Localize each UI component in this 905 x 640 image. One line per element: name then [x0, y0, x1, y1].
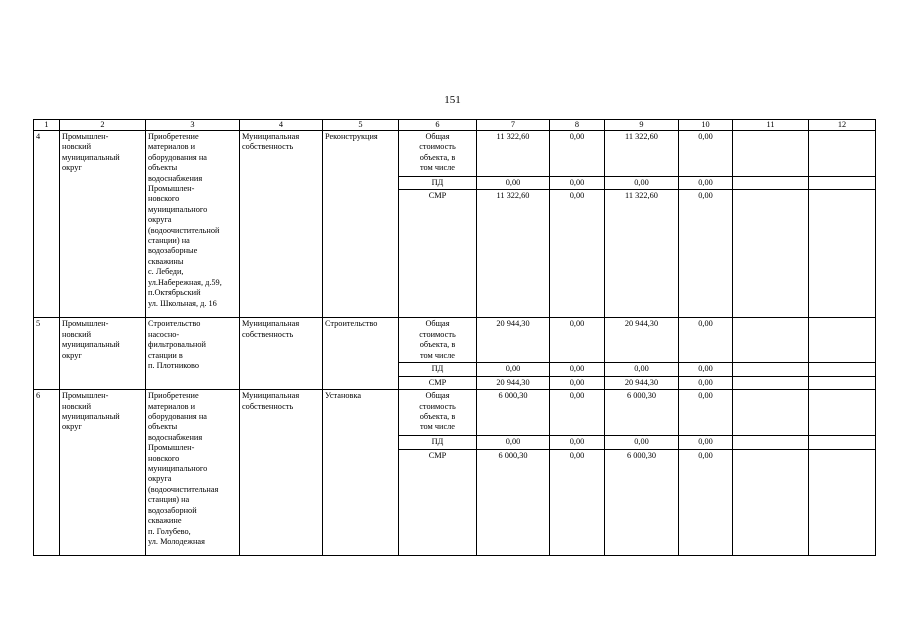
investment-table — [33, 119, 876, 556]
cost-label-cell: ПД — [399, 177, 477, 190]
row-number: 6 — [34, 390, 60, 555]
value-cell: 0,00 — [679, 363, 733, 376]
value-cell: 0,00 — [477, 436, 550, 449]
value-cell: 0,00 — [679, 376, 733, 389]
district-cell: Промышлен- новский муниципальный округ — [60, 318, 146, 390]
value-cell — [733, 376, 809, 389]
value-cell: 20 944,30 — [477, 318, 550, 363]
value-cell: 0,00 — [679, 449, 733, 555]
value-cell: 0,00 — [679, 177, 733, 190]
table-row — [34, 318, 876, 363]
value-cell: 0,00 — [605, 363, 679, 376]
column-header: 3 — [146, 120, 240, 131]
row-number: 5 — [34, 318, 60, 390]
table-row — [34, 390, 876, 436]
column-header: 4 — [240, 120, 323, 131]
ownership-cell: Муниципальная собственность — [240, 318, 323, 390]
value-cell: 0,00 — [477, 177, 550, 190]
value-cell: 6 000,30 — [605, 390, 679, 436]
cost-label-cell: Общая стоимость объекта, в том числе — [399, 318, 477, 363]
column-header: 12 — [809, 120, 876, 131]
work-type-cell: Установка — [323, 390, 399, 555]
value-cell — [733, 177, 809, 190]
cost-label-cell: СМР — [399, 449, 477, 555]
column-header: 9 — [605, 120, 679, 131]
cost-label-cell: СМР — [399, 376, 477, 389]
value-cell — [809, 376, 876, 389]
cost-label-cell: Общая стоимость объекта, в том числе — [399, 131, 477, 177]
column-header: 11 — [733, 120, 809, 131]
value-cell — [809, 449, 876, 555]
column-header: 2 — [60, 120, 146, 131]
value-cell: 0,00 — [550, 363, 605, 376]
work-type-cell: Строительство — [323, 318, 399, 390]
column-header: 6 — [399, 120, 477, 131]
value-cell: 0,00 — [679, 318, 733, 363]
value-cell: 0,00 — [477, 363, 550, 376]
row-number: 4 — [34, 131, 60, 318]
value-cell: 20 944,30 — [605, 318, 679, 363]
description-cell: Строительство насосно- фильтровальной станции в п. Плотниково — [146, 318, 240, 390]
column-header: 10 — [679, 120, 733, 131]
value-cell — [809, 436, 876, 449]
value-cell: 0,00 — [550, 318, 605, 363]
district-cell: Промышлен- новский муниципальный округ — [60, 390, 146, 555]
value-cell: 0,00 — [550, 131, 605, 177]
value-cell — [733, 190, 809, 318]
cost-label-cell: СМР — [399, 190, 477, 318]
value-cell — [809, 190, 876, 318]
column-header: 7 — [477, 120, 550, 131]
value-cell: 0,00 — [679, 131, 733, 177]
ownership-cell: Муниципальная собственность — [240, 390, 323, 555]
column-number-row — [34, 120, 876, 131]
value-cell — [733, 436, 809, 449]
table-row — [34, 131, 876, 177]
column-header: 1 — [34, 120, 60, 131]
value-cell — [809, 131, 876, 177]
district-cell: Промышлен- новский муниципальный округ — [60, 131, 146, 318]
value-cell: 11 322,60 — [477, 131, 550, 177]
value-cell: 20 944,30 — [605, 376, 679, 389]
description-cell: Приобретение материалов и оборудования на объекты водоснабжения Промышлен- новского муниципального округа (водоочистительная станция) на водозаборной скважине п. Голубево, ул. Молодежная — [146, 390, 240, 555]
page-number: 151 — [444, 94, 461, 106]
value-cell: 0,00 — [679, 436, 733, 449]
value-cell: 20 944,30 — [477, 376, 550, 389]
value-cell: 6 000,30 — [605, 449, 679, 555]
value-cell: 0,00 — [550, 190, 605, 318]
value-cell: 6 000,30 — [477, 390, 550, 436]
value-cell: 0,00 — [550, 436, 605, 449]
ownership-cell: Муниципальная собственность — [240, 131, 323, 318]
value-cell: 0,00 — [550, 390, 605, 436]
value-cell: 0,00 — [550, 376, 605, 389]
value-cell: 0,00 — [550, 177, 605, 190]
value-cell: 0,00 — [605, 177, 679, 190]
cost-label-cell: Общая стоимость объекта, в том числе — [399, 390, 477, 436]
cost-label-cell: ПД — [399, 436, 477, 449]
value-cell: 11 322,60 — [605, 190, 679, 318]
column-header: 5 — [323, 120, 399, 131]
value-cell — [733, 449, 809, 555]
value-cell — [809, 318, 876, 363]
value-cell: 6 000,30 — [477, 449, 550, 555]
value-cell — [733, 363, 809, 376]
value-cell: 11 322,60 — [477, 190, 550, 318]
value-cell — [809, 177, 876, 190]
value-cell: 0,00 — [605, 436, 679, 449]
description-cell: Приобретение материалов и оборудования на объекты водоснабжения Промышлен- новского муниципального округа (водоочистительной станции) на водозаборные скважины с. Лебеди, ул.Набережная, д.59, п.Октябрьский ул. Школьная, д. 16 — [146, 131, 240, 318]
work-type-cell: Реконструкция — [323, 131, 399, 318]
value-cell: 0,00 — [679, 190, 733, 318]
value-cell: 0,00 — [679, 390, 733, 436]
value-cell: 0,00 — [550, 449, 605, 555]
column-header: 8 — [550, 120, 605, 131]
value-cell — [733, 390, 809, 436]
value-cell — [733, 131, 809, 177]
value-cell: 11 322,60 — [605, 131, 679, 177]
value-cell — [809, 363, 876, 376]
value-cell — [809, 390, 876, 436]
cost-label-cell: ПД — [399, 363, 477, 376]
value-cell — [733, 318, 809, 363]
